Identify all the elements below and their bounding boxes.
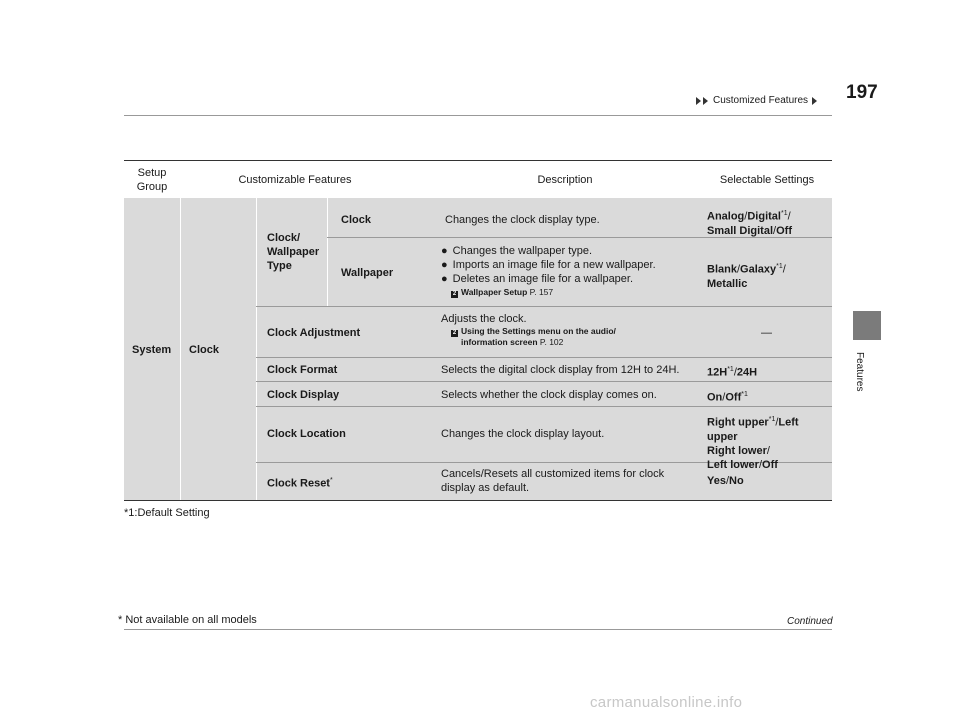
continued-label: Continued — [787, 616, 833, 627]
list-item: ● Deletes an image file for a wallpaper. — [441, 273, 634, 285]
settings-clock-location: Right upper$^{*1}$/Left upper Right lower/ Left lower/Off — [707, 416, 799, 471]
desc-clock-format: Selects the digital clock display from 12H to 24H. — [441, 364, 680, 376]
header-selectable-settings: Selectable Settings — [719, 174, 815, 186]
settings-clock-adjustment: — — [761, 327, 772, 339]
section-tab-marker — [853, 311, 881, 340]
header-setup-group: Setup Group — [136, 167, 168, 193]
default-setting-footnote: *1:Default Setting — [124, 507, 210, 519]
feature-clock-adjustment: Clock Adjustment — [267, 327, 361, 339]
section-tab-label: Features — [854, 352, 865, 392]
row-divider — [256, 406, 832, 407]
feature-wallpaper: Wallpaper — [341, 267, 394, 279]
row-divider — [256, 381, 832, 382]
feature-clock-reset: Clock Reset* — [267, 477, 333, 490]
cross-reference: 2 Wallpaper Setup P. 157 — [452, 287, 554, 297]
availability-footnote: * Not available on all models — [118, 614, 257, 626]
desc-wallpaper — [441, 244, 656, 298]
cross-reference: 2 Using the Settings menu on the audio/ information screen P. 102 — [452, 326, 616, 347]
breadcrumb-label: Customized Features — [713, 95, 809, 106]
triangle-icon — [703, 97, 708, 105]
settings-table — [124, 198, 832, 501]
category-clock: Clock — [189, 344, 219, 356]
triangle-icon — [812, 97, 817, 105]
header-description: Description — [537, 174, 593, 186]
feature-clock: Clock — [341, 214, 371, 226]
desc-clock-adjustment: Adjusts the clock. 2 Using the Settings menu on the audio/ information screen P. 102 — [441, 313, 616, 347]
top-divider — [124, 115, 832, 116]
reference-arrow-icon: 2 — [452, 291, 457, 297]
feature-clock-display: Clock Display — [267, 389, 340, 401]
settings-clock-reset: Yes/No — [707, 475, 744, 487]
settings-clock: Analog/Digital$^{*1}$/ Small Digital/Off — [707, 210, 792, 237]
watermark: carmanualsonline.info — [590, 694, 743, 711]
column-divider — [327, 198, 328, 306]
desc-clock-reset: Cancels/Resets all customized items for clock display as default. — [441, 468, 665, 494]
header-divider — [124, 160, 832, 161]
column-divider — [256, 198, 257, 500]
desc-clock-display: Selects whether the clock display comes on. — [441, 389, 657, 401]
column-divider — [180, 198, 181, 500]
settings-clock-format: $12H^{*1}/24H$ — [707, 366, 758, 379]
row-divider — [256, 306, 832, 307]
setup-group-system: System — [132, 344, 172, 356]
triangle-icon — [696, 97, 701, 105]
bottom-divider — [124, 629, 832, 630]
bullet-icon: ● — [441, 273, 448, 285]
bullet-icon: ● — [441, 259, 448, 271]
list-item: ● Imports an image file for a new wallpaper. — [441, 259, 656, 271]
reference-arrow-icon: 2 — [452, 330, 457, 336]
clock-wallpaper-type: Clock/ Wallpaper Type — [267, 232, 320, 272]
list-item: ● Changes the wallpaper type. — [441, 245, 593, 257]
settings-wallpaper: Blank/Galaxy$^{*1}$/ Metallic — [707, 263, 786, 290]
feature-clock-location: Clock Location — [267, 428, 346, 440]
settings-clock-display: On/Off$^{*1}$ — [707, 391, 748, 404]
page-number: 197 — [846, 82, 878, 103]
bullet-icon: ● — [441, 245, 448, 257]
row-divider — [256, 357, 832, 358]
desc-clock-location: Changes the clock display layout. — [441, 428, 605, 440]
header-customizable-features: Customizable Features — [238, 174, 352, 186]
breadcrumb — [696, 95, 817, 106]
desc-clock: Changes the clock display type. — [445, 214, 600, 226]
feature-clock-format: Clock Format — [267, 364, 338, 376]
